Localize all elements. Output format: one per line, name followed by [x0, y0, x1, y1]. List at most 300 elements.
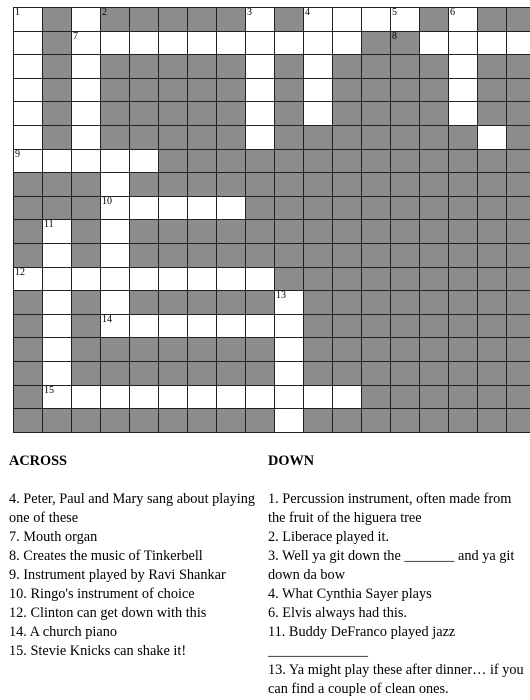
crossword-cell[interactable] [43, 220, 71, 243]
crossword-block [159, 338, 187, 361]
crossword-block [362, 102, 390, 125]
crossword-block [246, 291, 274, 314]
clue-number: 13 [276, 290, 286, 302]
crossword-block [188, 362, 216, 385]
crossword-block [507, 173, 530, 196]
crossword-cell[interactable] [159, 315, 187, 338]
crossword-block [478, 79, 506, 102]
crossword-block [420, 8, 448, 31]
crossword-block [130, 338, 158, 361]
crossword-cell[interactable] [217, 268, 245, 291]
crossword-block [14, 173, 42, 196]
crossword-cell[interactable] [43, 150, 71, 173]
crossword-cell[interactable] [14, 55, 42, 78]
crossword-cell[interactable] [101, 244, 129, 267]
crossword-block [217, 338, 245, 361]
crossword-block [507, 315, 530, 338]
crossword-block [449, 291, 477, 314]
crossword-block [449, 197, 477, 220]
crossword-block [159, 220, 187, 243]
crossword-cell[interactable] [43, 268, 71, 291]
clue-number: 4 [305, 7, 310, 18]
crossword-cell[interactable] [188, 197, 216, 220]
crossword-block [275, 173, 303, 196]
crossword-block [420, 150, 448, 173]
crossword-cell[interactable] [130, 32, 158, 55]
crossword-block [130, 79, 158, 102]
crossword-block [449, 409, 477, 432]
crossword-cell[interactable] [188, 315, 216, 338]
crossword-block [188, 291, 216, 314]
crossword-block [101, 362, 129, 385]
crossword-cell[interactable] [188, 386, 216, 409]
crossword-block [130, 102, 158, 125]
crossword-block [333, 173, 361, 196]
crossword-block [478, 102, 506, 125]
crossword-cell[interactable] [391, 8, 419, 31]
crossword-block [507, 55, 530, 78]
crossword-block [449, 386, 477, 409]
crossword-block [333, 315, 361, 338]
crossword-block [43, 126, 71, 149]
crossword-block [507, 386, 530, 409]
crossword-block [14, 338, 42, 361]
crossword-block [43, 8, 71, 31]
crossword-block [217, 126, 245, 149]
crossword-cell[interactable] [14, 126, 42, 149]
crossword-cell[interactable] [362, 8, 390, 31]
crossword-block [507, 338, 530, 361]
crossword-cell[interactable] [217, 315, 245, 338]
crossword-block [275, 79, 303, 102]
crossword-block [478, 338, 506, 361]
crossword-block [420, 315, 448, 338]
crossword-block [188, 55, 216, 78]
crossword-block [101, 8, 129, 31]
crossword-cell[interactable] [188, 268, 216, 291]
crossword-cell[interactable] [101, 268, 129, 291]
crossword-block [362, 150, 390, 173]
across-clue: 14. A church piano [9, 624, 118, 640]
crossword-block [391, 386, 419, 409]
crossword-block [14, 291, 42, 314]
crossword-block [304, 409, 332, 432]
crossword-block [246, 173, 274, 196]
crossword-block [333, 409, 361, 432]
crossword-block [217, 362, 245, 385]
crossword-cell[interactable] [43, 315, 71, 338]
crossword-block [507, 197, 530, 220]
crossword-cell[interactable] [217, 386, 245, 409]
crossword-cell[interactable] [43, 291, 71, 314]
crossword-block [391, 244, 419, 267]
crossword-cell[interactable] [72, 102, 100, 125]
crossword-block [72, 315, 100, 338]
crossword-block [362, 244, 390, 267]
crossword-cell[interactable] [275, 338, 303, 361]
crossword-block [362, 315, 390, 338]
crossword-block [362, 338, 390, 361]
crossword-block [391, 126, 419, 149]
crossword-block [43, 79, 71, 102]
crossword-cell[interactable] [246, 126, 274, 149]
crossword-block [449, 126, 477, 149]
crossword-block [420, 79, 448, 102]
clue-number: 8 [392, 30, 397, 42]
crossword-block [304, 244, 332, 267]
crossword-block [507, 291, 530, 314]
clue-number: 2 [102, 7, 107, 18]
crossword-block [217, 173, 245, 196]
crossword-cell[interactable] [246, 386, 274, 409]
crossword-block [478, 268, 506, 291]
crossword-block [159, 150, 187, 173]
crossword-block [420, 338, 448, 361]
crossword-block [130, 220, 158, 243]
crossword-cell[interactable] [72, 126, 100, 149]
crossword-block [420, 386, 448, 409]
crossword-block [72, 173, 100, 196]
crossword-block [333, 220, 361, 243]
crossword-cell[interactable] [159, 268, 187, 291]
crossword-cell[interactable] [101, 291, 129, 314]
crossword-block [478, 386, 506, 409]
crossword-cell[interactable] [101, 197, 129, 220]
crossword-block [43, 173, 71, 196]
crossword-block [14, 244, 42, 267]
crossword-block [420, 409, 448, 432]
crossword-block [101, 102, 129, 125]
crossword-block [304, 150, 332, 173]
crossword-block [478, 220, 506, 243]
crossword-cell[interactable] [246, 79, 274, 102]
crossword-block [275, 55, 303, 78]
crossword-block [420, 244, 448, 267]
crossword-cell[interactable] [478, 126, 506, 149]
crossword-cell[interactable] [130, 315, 158, 338]
down-clue: 2. Liberace played it. [268, 529, 390, 545]
crossword-cell[interactable] [478, 32, 506, 55]
crossword-block [478, 291, 506, 314]
crossword-block [188, 102, 216, 125]
crossword-block [246, 409, 274, 432]
crossword-cell[interactable] [101, 220, 129, 243]
crossword-cell[interactable] [304, 8, 332, 31]
crossword-block [333, 79, 361, 102]
crossword-block [72, 338, 100, 361]
clue-number: 11 [44, 219, 54, 231]
across-clue: 15. Stevie Knicks can shake it! [9, 643, 187, 659]
crossword-cell[interactable] [130, 268, 158, 291]
crossword-block [159, 173, 187, 196]
crossword-block [275, 126, 303, 149]
across-clue: 8. Creates the music of Tinkerbell [9, 548, 203, 564]
clue-number: 6 [450, 7, 455, 18]
crossword-block [391, 197, 419, 220]
crossword-block [391, 338, 419, 361]
crossword-cell[interactable] [275, 315, 303, 338]
crossword-block [14, 315, 42, 338]
crossword-block [217, 291, 245, 314]
crossword-block [391, 102, 419, 125]
across-clue: 7. Mouth organ [9, 529, 98, 545]
crossword-block [420, 173, 448, 196]
crossword-block [72, 244, 100, 267]
crossword-cell[interactable] [130, 197, 158, 220]
crossword-cell[interactable] [14, 8, 42, 31]
crossword-block [246, 362, 274, 385]
crossword-cell[interactable] [159, 197, 187, 220]
crossword-block [333, 150, 361, 173]
crossword-cell[interactable] [188, 32, 216, 55]
crossword-cell[interactable] [275, 386, 303, 409]
crossword-block [217, 102, 245, 125]
crossword-block [333, 102, 361, 125]
down-clue: 13. Ya might play these after dinner… if you can find a couple of clean ones. [268, 662, 524, 697]
crossword-block [275, 8, 303, 31]
crossword-cell[interactable] [101, 315, 129, 338]
crossword-cell[interactable] [101, 32, 129, 55]
crossword-block [159, 55, 187, 78]
crossword-block [217, 79, 245, 102]
crossword-cell[interactable] [507, 32, 530, 55]
crossword-block [391, 55, 419, 78]
crossword-block [391, 268, 419, 291]
crossword-block [101, 79, 129, 102]
crossword-block [449, 244, 477, 267]
crossword-cell[interactable] [101, 386, 129, 409]
crossword-block [275, 102, 303, 125]
clue-number: 10 [102, 195, 112, 207]
crossword-block [159, 362, 187, 385]
crossword-cell[interactable] [246, 268, 274, 291]
crossword-block [478, 409, 506, 432]
crossword-grid [13, 7, 530, 433]
crossword-block [449, 173, 477, 196]
crossword-block [246, 244, 274, 267]
crossword-cell[interactable] [246, 55, 274, 78]
crossword-block [507, 79, 530, 102]
crossword-cell[interactable] [275, 409, 303, 432]
crossword-block [188, 338, 216, 361]
down-clue: 4. What Cynthia Sayer plays [268, 586, 432, 602]
crossword-block [449, 150, 477, 173]
crossword-block [159, 291, 187, 314]
crossword-cell[interactable] [304, 102, 332, 125]
crossword-cell[interactable] [72, 386, 100, 409]
crossword-block [333, 268, 361, 291]
crossword-block [507, 8, 530, 31]
crossword-block [362, 173, 390, 196]
clue-number: 3 [247, 7, 252, 18]
crossword-block [507, 150, 530, 173]
crossword-block [188, 244, 216, 267]
crossword-block [101, 126, 129, 149]
across-heading: ACROSS [9, 453, 67, 469]
down-clue: 1. Percussion instrument, often made from the fruit of the higuera tree [268, 491, 512, 526]
crossword-block [304, 173, 332, 196]
clue-number: 14 [102, 313, 112, 325]
crossword-block [478, 173, 506, 196]
crossword-block [14, 386, 42, 409]
crossword-block [304, 362, 332, 385]
across-clue: 10. Ringo's instrument of choice [9, 586, 195, 602]
crossword-block [72, 291, 100, 314]
crossword-cell[interactable] [275, 362, 303, 385]
crossword-block [333, 291, 361, 314]
crossword-block [159, 8, 187, 31]
crossword-cell[interactable] [246, 315, 274, 338]
clue-number: 12 [15, 266, 25, 278]
crossword-block [246, 338, 274, 361]
crossword-block [188, 150, 216, 173]
crossword-block [14, 220, 42, 243]
crossword-block [391, 79, 419, 102]
crossword-block [333, 338, 361, 361]
crossword-block [507, 268, 530, 291]
down-heading: DOWN [268, 453, 315, 469]
crossword-cell[interactable] [43, 244, 71, 267]
crossword-cell[interactable] [72, 150, 100, 173]
crossword-block [130, 362, 158, 385]
crossword-cell[interactable] [14, 102, 42, 125]
crossword-block [43, 32, 71, 55]
crossword-block [159, 126, 187, 149]
clue-number: 7 [73, 30, 78, 42]
crossword-cell[interactable] [14, 32, 42, 55]
crossword-cell[interactable] [72, 32, 100, 55]
crossword-block [391, 315, 419, 338]
crossword-block [362, 362, 390, 385]
crossword-cell[interactable] [14, 268, 42, 291]
crossword-cell[interactable] [304, 55, 332, 78]
crossword-cell[interactable] [304, 32, 332, 55]
crossword-block [362, 268, 390, 291]
crossword-block [478, 150, 506, 173]
crossword-block [449, 315, 477, 338]
crossword-cell[interactable] [72, 8, 100, 31]
crossword-cell[interactable] [101, 150, 129, 173]
crossword-cell[interactable] [101, 173, 129, 196]
crossword-block [130, 126, 158, 149]
crossword-block [304, 268, 332, 291]
crossword-cell[interactable] [449, 79, 477, 102]
crossword-cell[interactable] [246, 8, 274, 31]
across-clue: 12. Clinton can get down with this [9, 605, 207, 621]
crossword-cell[interactable] [43, 338, 71, 361]
crossword-block [72, 362, 100, 385]
crossword-block [333, 197, 361, 220]
crossword-block [420, 220, 448, 243]
crossword-block [478, 197, 506, 220]
crossword-block [391, 291, 419, 314]
crossword-cell[interactable] [14, 150, 42, 173]
crossword-cell[interactable] [333, 386, 361, 409]
crossword-block [217, 220, 245, 243]
crossword-block [43, 409, 71, 432]
crossword-block [478, 8, 506, 31]
crossword-block [304, 291, 332, 314]
crossword-block [304, 315, 332, 338]
crossword-cell[interactable] [275, 32, 303, 55]
crossword-cell[interactable] [14, 79, 42, 102]
crossword-block [304, 126, 332, 149]
crossword-block [449, 268, 477, 291]
across-clue-list [9, 490, 259, 661]
crossword-cell[interactable] [130, 386, 158, 409]
crossword-block [130, 55, 158, 78]
crossword-cell[interactable] [420, 32, 448, 55]
crossword-block [362, 55, 390, 78]
crossword-block [72, 409, 100, 432]
crossword-block [43, 102, 71, 125]
crossword-cell[interactable] [449, 102, 477, 125]
crossword-block [14, 409, 42, 432]
crossword-block [362, 386, 390, 409]
crossword-cell[interactable] [304, 386, 332, 409]
crossword-block [420, 362, 448, 385]
crossword-block [188, 126, 216, 149]
crossword-block [449, 220, 477, 243]
crossword-block [43, 55, 71, 78]
across-clues [9, 452, 259, 661]
crossword-cell[interactable] [449, 55, 477, 78]
down-clue: 11. Buddy DeFranco played jazz ______________ [268, 624, 456, 659]
crossword-cell[interactable] [275, 291, 303, 314]
crossword-cell[interactable] [72, 55, 100, 78]
crossword-cell[interactable] [217, 197, 245, 220]
crossword-block [72, 197, 100, 220]
crossword-cell[interactable] [304, 79, 332, 102]
crossword-block [275, 220, 303, 243]
crossword-cell[interactable] [449, 8, 477, 31]
crossword-cell[interactable] [449, 32, 477, 55]
crossword-cell[interactable] [159, 386, 187, 409]
crossword-cell[interactable] [217, 32, 245, 55]
crossword-block [449, 338, 477, 361]
crossword-block [43, 197, 71, 220]
crossword-block [362, 126, 390, 149]
crossword-block [159, 102, 187, 125]
crossword-block [478, 362, 506, 385]
crossword-cell[interactable] [72, 268, 100, 291]
crossword-block [130, 244, 158, 267]
down-clue-list [268, 490, 526, 699]
crossword-cell[interactable] [246, 102, 274, 125]
crossword-block [391, 150, 419, 173]
crossword-block [159, 79, 187, 102]
clue-number: 15 [44, 384, 54, 396]
crossword-block [217, 55, 245, 78]
crossword-cell[interactable] [159, 32, 187, 55]
crossword-block [420, 291, 448, 314]
crossword-cell[interactable] [130, 150, 158, 173]
crossword-block [188, 173, 216, 196]
crossword-cell[interactable] [43, 362, 71, 385]
crossword-block [333, 126, 361, 149]
crossword-cell[interactable] [333, 8, 361, 31]
crossword-cell[interactable] [43, 386, 71, 409]
clue-number: 9 [15, 148, 20, 160]
crossword-block [420, 126, 448, 149]
crossword-cell[interactable] [333, 32, 361, 55]
crossword-block [217, 244, 245, 267]
crossword-cell[interactable] [246, 32, 274, 55]
crossword-block [188, 220, 216, 243]
crossword-block [275, 150, 303, 173]
crossword-cell[interactable] [72, 79, 100, 102]
crossword-block [304, 220, 332, 243]
